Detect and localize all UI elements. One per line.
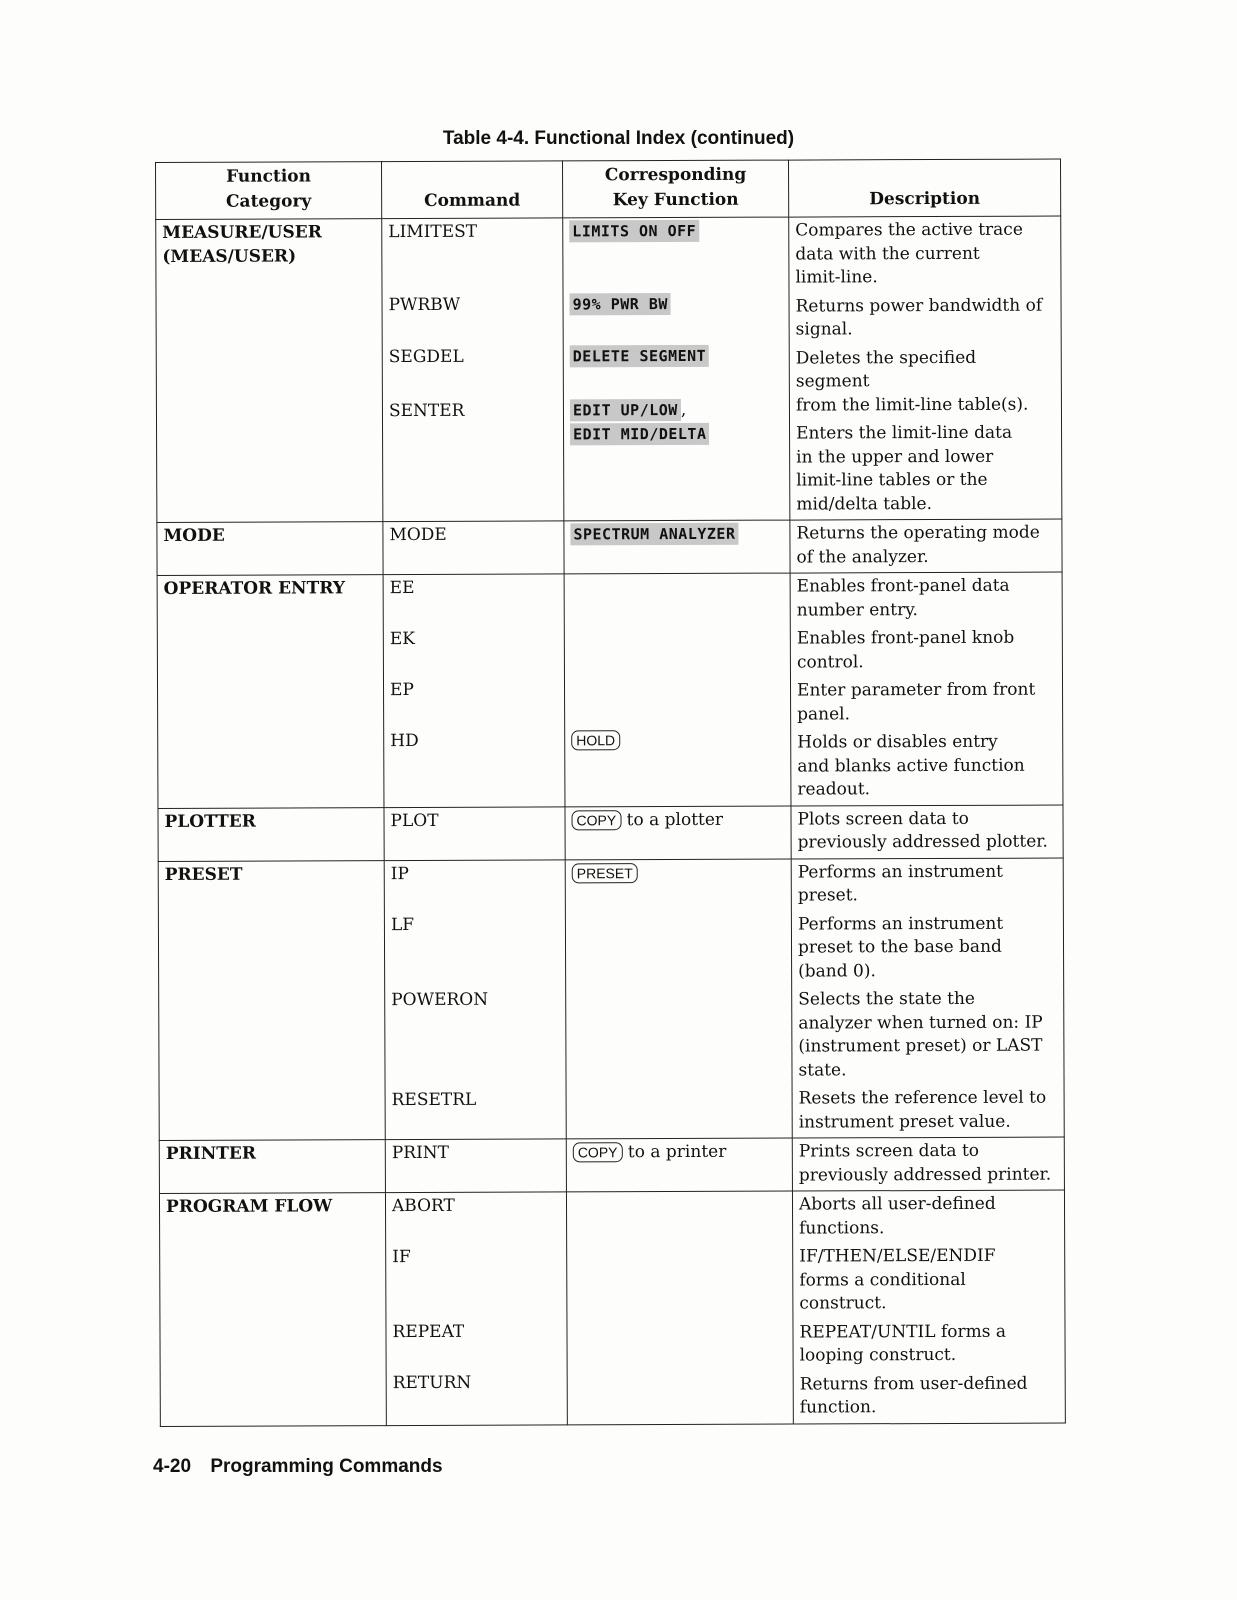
- description-line: Holds or disables entry: [797, 731, 998, 753]
- description-line: preset.: [797, 885, 858, 906]
- category-cell: [158, 860, 385, 1140]
- description-line: readout.: [797, 779, 871, 800]
- category-cell: [159, 1140, 385, 1194]
- header-function-category: [156, 162, 382, 220]
- table-row-mode: [157, 519, 1062, 575]
- description-line: Enters the limit-line data: [796, 422, 1013, 444]
- description-segdel: [796, 346, 1055, 417]
- description-line: limit-line tables or the: [796, 469, 988, 491]
- header-category-line1: Function: [226, 166, 312, 187]
- description-cell: [789, 216, 1062, 520]
- table-caption: Table 4-4. Functional Index (continued): [442, 128, 795, 149]
- description-line: and blanks active function: [797, 755, 1025, 777]
- category-cell: [157, 522, 383, 576]
- description-return: [800, 1372, 1059, 1420]
- description-line: functions.: [799, 1217, 885, 1239]
- key-function-cell: [564, 573, 791, 806]
- key-function-cell: [564, 520, 790, 574]
- key-function-note: to a plotter: [626, 809, 724, 830]
- description-ek: [797, 627, 1056, 675]
- table-row-printer: [159, 1137, 1064, 1193]
- description-repeat: [799, 1320, 1058, 1368]
- description-pwrbw: [796, 294, 1055, 342]
- header-description-label: Description: [869, 188, 981, 210]
- description-line: REPEAT/UNTIL forms a: [799, 1321, 1007, 1343]
- description-ip: [798, 860, 1057, 908]
- header-key-line1: Corresponding: [604, 164, 747, 186]
- table-row-preset: [158, 858, 1064, 1141]
- command-repeat: REPEAT: [392, 1321, 465, 1343]
- category-label: PRINTER: [165, 1143, 256, 1164]
- key-separator-comma: ,: [680, 399, 687, 420]
- description-line: control.: [796, 651, 864, 673]
- header-key-line2: Key Function: [612, 189, 739, 211]
- description-if: [799, 1245, 1058, 1316]
- description-line: Returns from user-defined: [799, 1373, 1028, 1395]
- description-cell: [790, 519, 1062, 573]
- description-line: Enables front-panel data: [796, 575, 1010, 597]
- description-line: preset to the base band: [797, 936, 1002, 958]
- header-category-line2: Category: [225, 191, 312, 212]
- command-poweron: POWERON: [391, 989, 489, 1010]
- description-ee: [797, 575, 1056, 623]
- description-line: IF/THEN/ELSE/ENDIF: [799, 1245, 996, 1267]
- description-cell: [792, 1190, 1065, 1424]
- table-row-program-flow: [159, 1190, 1065, 1426]
- description-senter: [796, 422, 1055, 517]
- description-cell: [790, 572, 1063, 806]
- hardkey-copy: COPY: [573, 1142, 623, 1162]
- command-cell: [385, 1139, 566, 1193]
- description-line: Enter parameter from front: [796, 679, 1036, 701]
- command-mode: MODE: [389, 524, 447, 546]
- description-line: Aborts all user-defined: [798, 1193, 996, 1215]
- softkey-99-pwr-bw: 99% PWR BW: [570, 293, 671, 315]
- command-if: IF: [392, 1247, 411, 1268]
- category-label: OPERATOR ENTRY: [163, 578, 346, 599]
- description-line: panel.: [797, 703, 851, 725]
- command-ee: EE: [389, 578, 415, 599]
- command-lf: LF: [390, 914, 415, 935]
- key-function-cell: [565, 859, 792, 1139]
- table-row-operator-entry: [157, 572, 1063, 808]
- header-key-function: [562, 160, 788, 218]
- category-cell: [157, 575, 384, 808]
- description-line: instrument preset value.: [798, 1111, 1011, 1133]
- header-description: [788, 159, 1060, 217]
- softkey-edit-up-low: EDIT UP/LOW: [570, 399, 681, 421]
- hardkey-copy: COPY: [571, 810, 621, 830]
- description-line: Performs an instrument: [797, 913, 1004, 935]
- command-print: PRINT: [391, 1142, 450, 1164]
- description-line: (band 0).: [798, 960, 876, 982]
- softkey-limits-on-off: LIMITS ON OFF: [569, 220, 699, 242]
- description-line: of the analyzer.: [796, 546, 929, 568]
- description-line: (instrument preset) or LAST: [798, 1035, 1043, 1057]
- section-title: Programming Commands: [210, 1456, 443, 1477]
- command-ip: IP: [390, 863, 409, 884]
- command-cell: [384, 859, 566, 1139]
- functional-index-table: [155, 159, 1066, 1427]
- header-command-label: Command: [424, 190, 521, 211]
- command-ep: EP: [389, 680, 414, 701]
- hardkey-preset: PRESET: [572, 863, 638, 883]
- description-line: Deletes the specified segment: [795, 347, 977, 392]
- description-line: Resets the reference level to: [798, 1087, 1047, 1109]
- description-line: Selects the state the: [798, 988, 976, 1010]
- description-line: Performs an instrument: [797, 861, 1004, 883]
- category-label: MEASURE/USER: [162, 222, 322, 243]
- description-line: number entry.: [796, 599, 918, 621]
- command-resetrl: RESETRL: [391, 1089, 477, 1110]
- command-cell: [383, 574, 565, 807]
- command-cell: [382, 218, 564, 522]
- description-line: in the upper and lower: [796, 446, 994, 468]
- command-abort: ABORT: [391, 1195, 455, 1217]
- description-line: function.: [799, 1397, 877, 1418]
- command-cell: [384, 806, 565, 860]
- key-function-cell: [566, 1191, 793, 1424]
- command-ek: EK: [389, 629, 415, 650]
- description-abort: [799, 1193, 1058, 1241]
- command-limitest: LIMITEST: [388, 221, 478, 243]
- key-function-note: to a printer: [627, 1141, 727, 1163]
- category-cell: [156, 219, 383, 523]
- description-line: analyzer when turned on: IP: [798, 1012, 1043, 1034]
- command-pwrbw: PWRBW: [388, 294, 461, 316]
- page-number: 4-20: [153, 1456, 192, 1477]
- key-function-cell: [563, 217, 790, 521]
- description-line: state.: [798, 1059, 847, 1081]
- description-line: Returns power bandwidth of: [795, 295, 1043, 317]
- description-line: from the limit-line table(s).: [795, 394, 1029, 416]
- softkey-edit-mid-delta: EDIT MID/DELTA: [570, 422, 710, 445]
- description-line: Enables front-panel knob: [796, 627, 1015, 649]
- description-limitest: [795, 219, 1054, 290]
- description-cell: [791, 858, 1064, 1139]
- description-cell: [792, 1137, 1064, 1191]
- category-label: PLOTTER: [164, 811, 256, 832]
- description-ep: [797, 679, 1056, 727]
- description-line: construct.: [799, 1293, 887, 1314]
- command-cell: [383, 521, 564, 575]
- description-line: data with the current: [795, 243, 980, 265]
- command-return: RETURN: [392, 1372, 472, 1394]
- category-cell: [158, 807, 384, 861]
- description-line: limit-line.: [795, 267, 878, 288]
- description-hd: [797, 731, 1056, 802]
- hardkey-hold: HOLD: [571, 730, 620, 750]
- description-line: looping construct.: [799, 1344, 957, 1366]
- table-row-plotter: [158, 805, 1063, 861]
- command-plot: PLOT: [390, 810, 439, 831]
- command-senter: SENTER: [388, 400, 465, 422]
- key-function-cell: [566, 1138, 792, 1192]
- description-line: signal.: [795, 319, 853, 340]
- description-line: Prints screen data to: [798, 1140, 980, 1162]
- category-label: PRESET: [164, 864, 243, 885]
- description-line: forms a conditional: [799, 1269, 966, 1291]
- description-line: Compares the active trace: [795, 219, 1023, 241]
- command-hd: HD: [390, 730, 419, 752]
- category-sublabel: (MEAS/USER): [162, 245, 297, 267]
- description-poweron: [798, 988, 1057, 1083]
- description-line: previously addressed printer.: [798, 1164, 1052, 1186]
- description-line: mid/delta table.: [796, 493, 933, 515]
- category-cell: [159, 1193, 386, 1426]
- category-label: MODE: [163, 525, 225, 546]
- category-label: PROGRAM FLOW: [165, 1196, 333, 1217]
- command-segdel: SEGDEL: [388, 346, 464, 368]
- page-footer: [153, 1456, 443, 1478]
- table-row-measure-user: [156, 216, 1062, 522]
- description-cell: [791, 805, 1063, 859]
- description-line: previously addressed plotter.: [797, 831, 1048, 853]
- header-row: [156, 159, 1061, 219]
- description-lf: [798, 912, 1057, 983]
- softkey-spectrum-analyzer: SPECTRUM ANALYZER: [570, 523, 738, 546]
- description-resetrl: [799, 1087, 1058, 1135]
- key-function-cell: [565, 806, 791, 860]
- header-command: [382, 161, 563, 219]
- command-cell: [385, 1192, 567, 1425]
- softkey-delete-segment: DELETE SEGMENT: [570, 345, 710, 368]
- description-line: Returns the operating mode: [796, 522, 1040, 544]
- description-line: Plots screen data to: [797, 808, 969, 830]
